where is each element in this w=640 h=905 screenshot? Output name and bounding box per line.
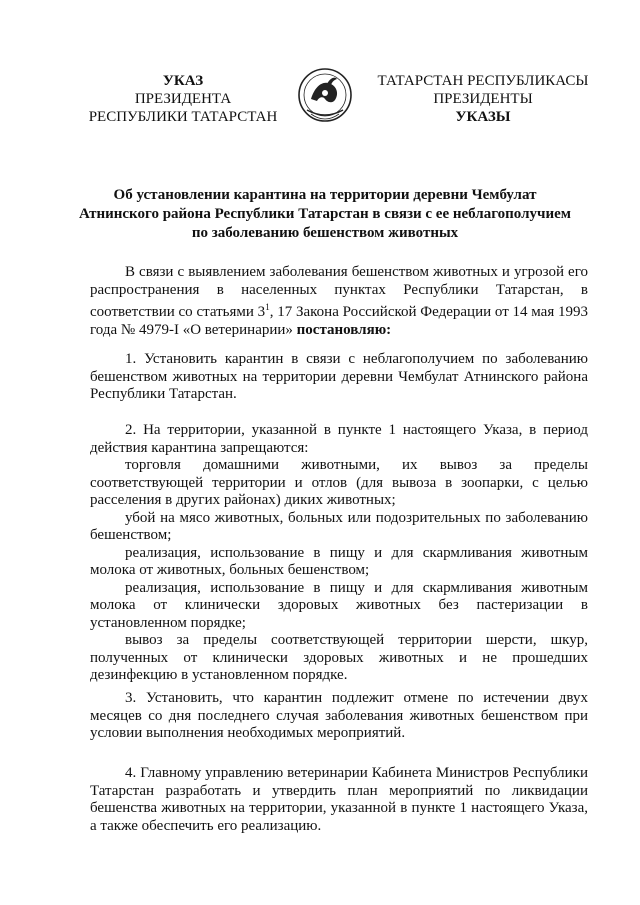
- header-right-tatar: [368, 72, 598, 126]
- header-right-line-2: ПРЕЗИДЕНТЫ: [433, 91, 533, 107]
- preamble-decree-word: постановляю:: [296, 321, 392, 338]
- clause-2-sub-5: вывоз за пределы соответствующей территории шерсти, шкур, полученных от клинически здоровых животных и не прошедших дезинфекцию в установленном порядке.: [90, 632, 588, 683]
- clause-1: [90, 351, 588, 404]
- preamble-text-part-1: В связи с выявлением заболевания бешенством животных и угрозой его распространения в населенных пунктах Республики Татарстан, в соответствии со статьями 3: [90, 264, 588, 320]
- clause-4: [90, 765, 588, 835]
- title-line-2: Атнинского района Республики Татарстан в связи с ее неблагополучием: [79, 206, 571, 222]
- header-left-line-3: РЕСПУБЛИКИ ТАТАРСТАН: [88, 109, 278, 125]
- decree-title: [70, 186, 580, 243]
- clause-2-lead: 2. На территории, указанной в пункте 1 настоящего Указа, в период действия карантина запрещаются:: [90, 422, 588, 456]
- preamble-paragraph: [90, 264, 588, 339]
- clause-2-sub-2: убой на мясо животных, больных или подозрительных по заболеванию бешенством;: [90, 509, 588, 543]
- clause-4-text: 4. Главному управлению ветеринарии Кабинета Министров Республики Татарстан разработать и утвердить план мероприятий по ликвидации бешенства животных на территории, указанной в пункте 1 настоящего Указа, а также обеспечить его реализацию.: [90, 765, 588, 834]
- header-left-line-1: УКАЗ: [162, 73, 204, 89]
- header-right-line-1: ТАТАРСТАН РЕСПУБЛИКАСЫ: [377, 73, 589, 89]
- header-right-line-3: УКАЗЫ: [455, 109, 511, 125]
- clause-2-sub-3: реализация, использование в пищу и для скармливания животным молока от животных, больных бешенством;: [90, 544, 588, 578]
- preamble-text: [90, 264, 588, 339]
- header-left-line-2: ПРЕЗИДЕНТА: [134, 91, 232, 107]
- clause-2: [90, 422, 588, 685]
- title-line-3: по заболеванию бешенством животных: [191, 225, 459, 241]
- tatarstan-emblem-icon: [297, 66, 353, 128]
- preamble-text-part-2: , 17 Закона Российской Федерации от 14 мая 1993 года № 4979-I «О ветеринарии»: [90, 304, 588, 338]
- clause-3-text: 3. Установить, что карантин подлежит отмене по истечении двух месяцев со дня последнего случая заболевания животных бешенством при условии выполнения необходимых мероприятий.: [90, 690, 588, 741]
- clause-2-sub-1: торговля домашними животными, их вывоз за пределы соответствующей территории и отлов (для вывоза в зоопарки, с целью расселения в других районах) диких животных;: [90, 457, 588, 508]
- header-left-russian: [78, 72, 288, 126]
- preamble-superscript: 1: [265, 302, 270, 312]
- clause-3: [90, 690, 588, 743]
- title-line-1: Об установлении карантина на территории деревни Чембулат: [113, 187, 537, 203]
- clause-2-sub-4: реализация, использование в пищу и для скармливания животным молока от клинически здоровых животных без пастеризации в установленном порядке;: [90, 579, 588, 631]
- clause-1-text: 1. Установить карантин в связи с неблагополучием по заболеванию бешенством животных на территории деревни Чембулат Атнинского района Республики Татарстан.: [90, 351, 588, 402]
